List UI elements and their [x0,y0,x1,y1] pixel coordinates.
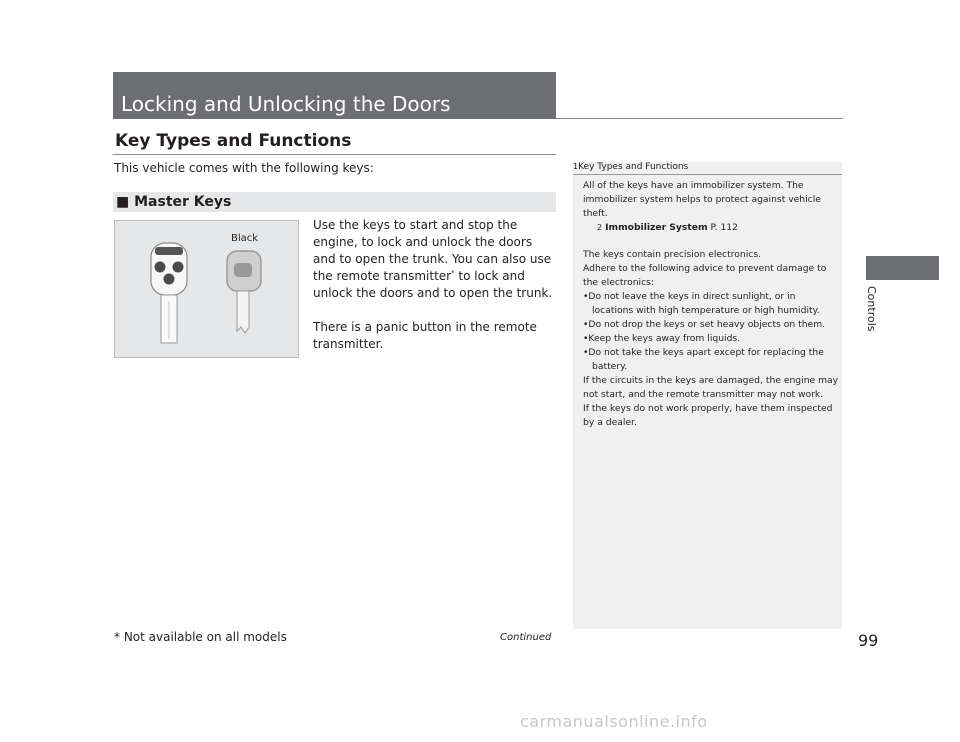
watermark: carmanualsonline.info [520,712,708,731]
note-title-text: Key Types and Functions [578,162,689,172]
key-caption: Black [231,233,259,244]
side-tab [866,256,939,280]
note-lower [583,248,839,430]
note-bullet: •Do not take the keys apart except for replacing the battery. [583,347,824,372]
note-rule [573,174,842,175]
page-heading: Key Types and Functions [115,131,352,151]
note-paragraph-2: The keys contain precision electronics. [583,249,762,260]
note-title [573,162,688,172]
remote-key-icon [151,243,187,343]
note-paragraph-4: If the circuits in the keys are damaged, the engine may not start, and the remote transmitter may not work. [583,375,839,400]
body-text [313,217,558,353]
reference-link[interactable]: Immobilizer System [605,222,708,233]
note-paragraph-5: If the keys do not work properly, have them inspected by a dealer. [583,403,833,428]
body-p1-text: Use the keys to start and stop the engine, to lock and unlock the doors and to open the trunk. You can also use the remote transmitter [313,218,552,283]
cross-reference[interactable] [583,221,839,235]
note-mark: 1 [573,162,579,171]
note-bullet: •Do not drop the keys or set heavy objects on them. [583,319,826,330]
side-tab-label-container [864,286,878,346]
reference-page: P. 112 [707,222,738,233]
section-header-bar [113,72,556,119]
footnote-marker: * [451,269,455,277]
continued-label: Continued [500,632,552,643]
reference-arrow-icon: 2 [597,223,603,232]
body-paragraph-1 [313,217,558,302]
heading-rule [113,154,556,155]
plain-key-icon [227,251,261,333]
body-paragraph-2: There is a panic button in the remote transmitter. [313,320,537,351]
section-title: Locking and Unlocking the Doors [121,92,451,116]
note-bullet: •Do not leave the keys in direct sunlight, or in locations with high temperature or high humidity. [583,291,820,316]
note-body [583,179,839,235]
key-drawing [115,221,298,357]
master-keys-illustration [114,220,299,358]
note-bullet: •Keep the keys away from liquids. [583,333,741,344]
note-paragraph-1: All of the keys have an immobilizer system. The immobilizer system helps to protect against vehicle theft. [583,180,821,219]
footnote: * Not available on all models [114,630,287,644]
section-rule [556,118,843,119]
page-number: 99 [858,631,879,650]
body-p1-text-end: to lock and unlock the doors and to open the trunk. [313,269,553,300]
sub-heading: ■ Master Keys [116,194,232,210]
note-paragraph-3: Adhere to the following advice to prevent damage to the electronics: [583,263,827,288]
intro-text: This vehicle comes with the following keys: [114,161,374,175]
side-tab-label: Controls [865,286,878,332]
